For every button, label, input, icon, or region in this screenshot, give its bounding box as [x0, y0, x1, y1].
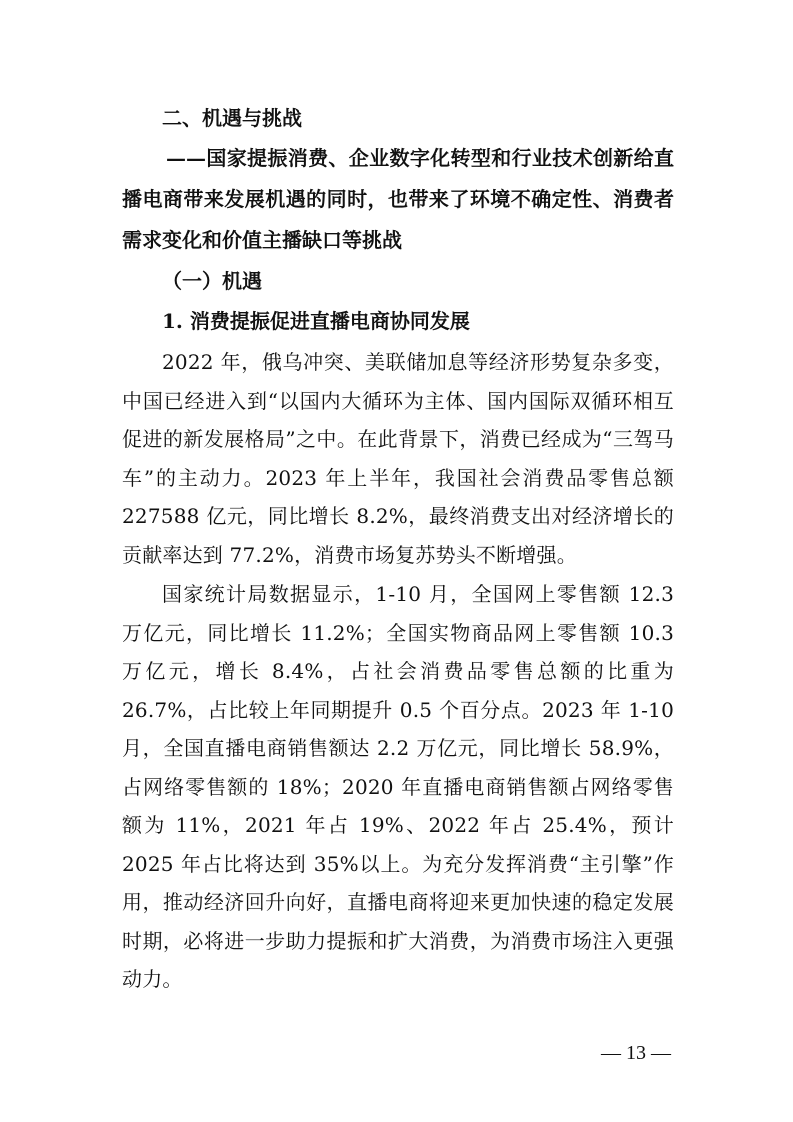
- subsection-heading: （一）机遇: [162, 269, 262, 293]
- section-heading: 二、机遇与挑战: [162, 106, 302, 130]
- page-content: [122, 98, 674, 999]
- section-summary: ——国家提振消费、企业数字化转型和行业技术创新给直播电商带来发展机遇的同时，也带来了环境不确定性、消费者需求变化和价值主播缺口等挑战: [122, 146, 674, 252]
- body-paragraph-2: 国家统计局数据显示，1-10 月，全国网上零售额 12.3 万亿元，同比增长 11.2%；全国实物商品网上零售额 10.3 万亿元，增长 8.4%，占社会消费品零售总额的比重为 26.7%，占比较上年同期提升 0.5 个百分点。2023 年 1-10 月，全国直播电商销售额达 2.2 万亿元，同比增长 58.9%，占网络零售额的 18%；2020 年直播电商销售额占网络零售额为 11%，2021 年占 19%、2022 年占 25.4%，预计 2025 年占比将达到 35%以上。为充分发挥消费“主引擎”作用，推动经济回升向好，直播电商将迎来更加快速的稳定发展时期，必将进一步助力提振和扩大消费，为消费市场注入更强动力。: [122, 582, 674, 991]
- topic-heading: 1. 消费提振促进直播电商协同发展: [162, 309, 470, 333]
- body-paragraph-1: 2022 年，俄乌冲突、美联储加息等经济形势复杂多变，中国已经进入到“以国内大循环为主体、国内国际双循环相互促进的新发展格局”之中。在此背景下，消费已经成为“三驾马车”的主动力。2023 年上半年，我国社会消费品零售总额 227588 亿元，同比增长 8.2%，最终消费支出对经济增长的贡献率达到 77.2%，消费市场复苏势头不断增强。: [122, 350, 674, 567]
- page-number: — 13 —: [601, 1042, 671, 1064]
